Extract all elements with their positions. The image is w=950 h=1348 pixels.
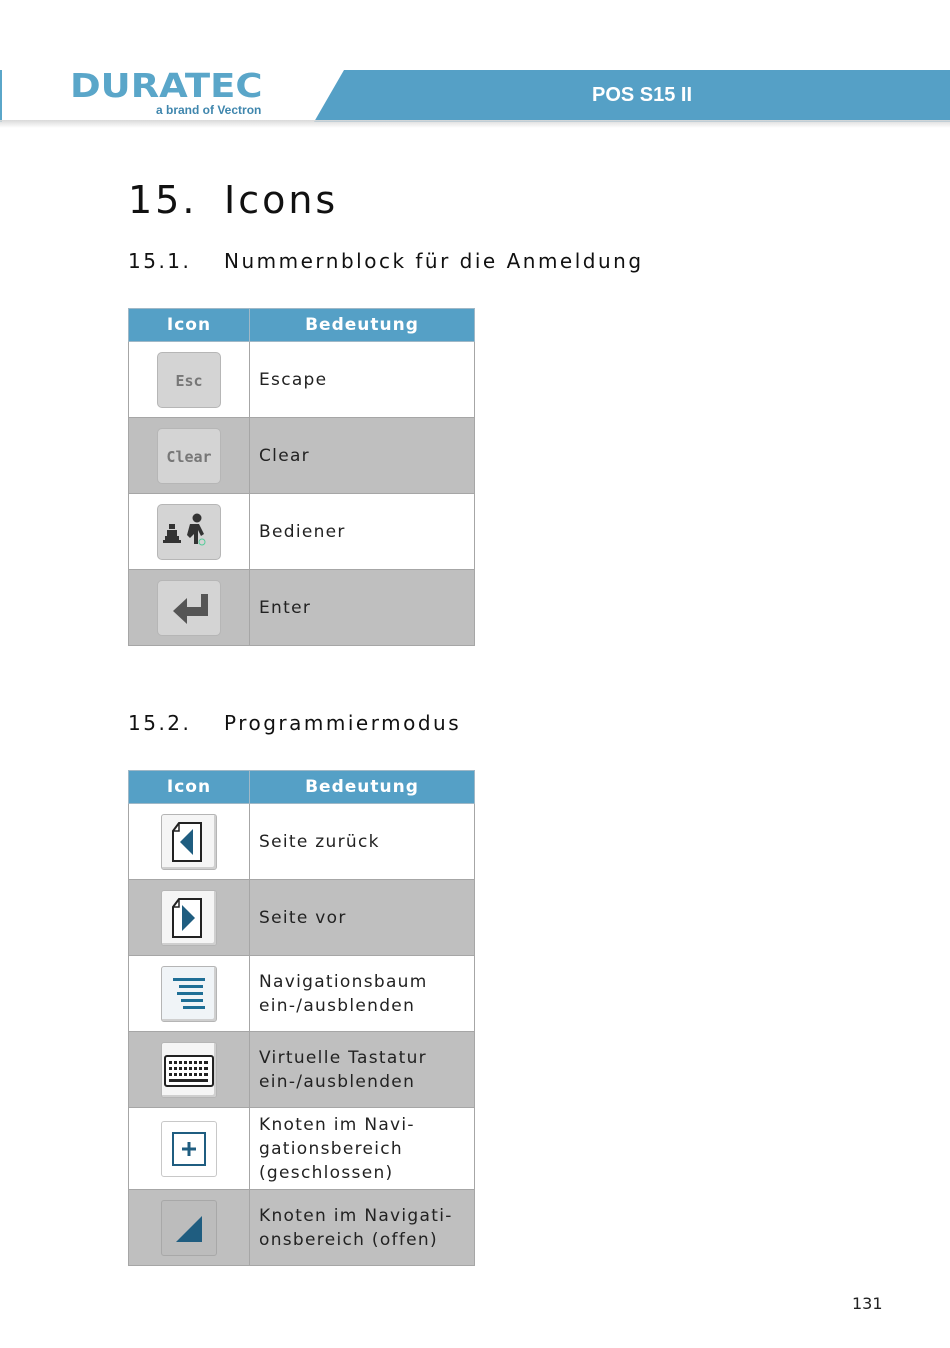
table-row [129, 494, 475, 570]
meaning-enter: Enter [250, 570, 475, 646]
table-row [129, 1032, 475, 1108]
section2-number: 15.2. [128, 711, 192, 735]
meaning-clear: Clear [250, 418, 475, 494]
meaning-node-expanded [250, 1190, 475, 1266]
column-header-icon: Icon [129, 771, 250, 804]
meaning-line: Navigationsbaum [259, 971, 428, 992]
meaning-line: ein-/ausblenden [259, 1071, 416, 1092]
node-collapsed-icon [161, 1121, 217, 1177]
esc-key-icon: Esc [157, 352, 221, 408]
meaning-line: Virtuelle Tastatur [259, 1047, 427, 1068]
table-row [129, 804, 475, 880]
clear-key-icon: Clear [157, 428, 221, 484]
meaning-page-forward [250, 880, 475, 956]
chapter-number: 15. [128, 178, 198, 222]
section2-title: Programmiermodus [224, 711, 462, 735]
enter-arrow-icon [157, 580, 221, 636]
meaning-navigation-tree [250, 956, 475, 1032]
virtual-keyboard-icon [161, 1042, 217, 1098]
table-row [129, 418, 475, 494]
product-name: POS S15 II [592, 84, 693, 106]
header-edge [0, 70, 2, 122]
section1-number: 15.1. [128, 249, 192, 273]
meaning-escape: Escape [250, 342, 475, 418]
meaning-page-back [250, 804, 475, 880]
meaning-line: (geschlossen) [259, 1162, 394, 1183]
meaning-line: Seite vor [259, 907, 347, 928]
table-row [129, 342, 475, 418]
header-shadow [0, 120, 950, 128]
table-row [129, 1190, 475, 1266]
table-row [129, 956, 475, 1032]
operator-icon [157, 504, 221, 560]
meaning-line: gationsbereich [259, 1138, 403, 1159]
meaning-operator: Bediener [250, 494, 475, 570]
logo-tagline: a brand of Vectron [156, 103, 262, 117]
meaning-line: Knoten im Navigati- [259, 1205, 453, 1226]
page-back-icon [161, 814, 217, 870]
programming-mode-table [128, 770, 475, 1266]
meaning-virtual-keyboard [250, 1032, 475, 1108]
table-row [129, 570, 475, 646]
section2-heading [128, 711, 461, 735]
navigation-tree-icon [161, 966, 217, 1022]
column-header-meaning: Bedeutung [250, 309, 475, 342]
table-row [129, 1108, 475, 1190]
page-forward-icon [161, 890, 217, 946]
section1-heading [128, 249, 644, 273]
meaning-line: ein-/ausblenden [259, 995, 416, 1016]
node-expanded-icon [161, 1200, 217, 1256]
chapter-title: Icons [224, 178, 339, 222]
column-header-meaning: Bedeutung [250, 771, 475, 804]
page-number: 131 [852, 1294, 883, 1313]
section1-title: Nummernblock für die Anmeldung [224, 249, 644, 273]
login-keypad-table [128, 308, 475, 646]
duratec-logo [70, 66, 300, 122]
chapter-heading [128, 178, 338, 222]
meaning-node-collapsed [250, 1108, 475, 1190]
table-row [129, 880, 475, 956]
meaning-line: Seite zurück [259, 831, 380, 852]
meaning-line: Knoten im Navi- [259, 1114, 415, 1135]
logo-wordmark: DURATEC [70, 66, 263, 105]
meaning-line: onsbereich (offen) [259, 1229, 438, 1250]
column-header-icon: Icon [129, 309, 250, 342]
